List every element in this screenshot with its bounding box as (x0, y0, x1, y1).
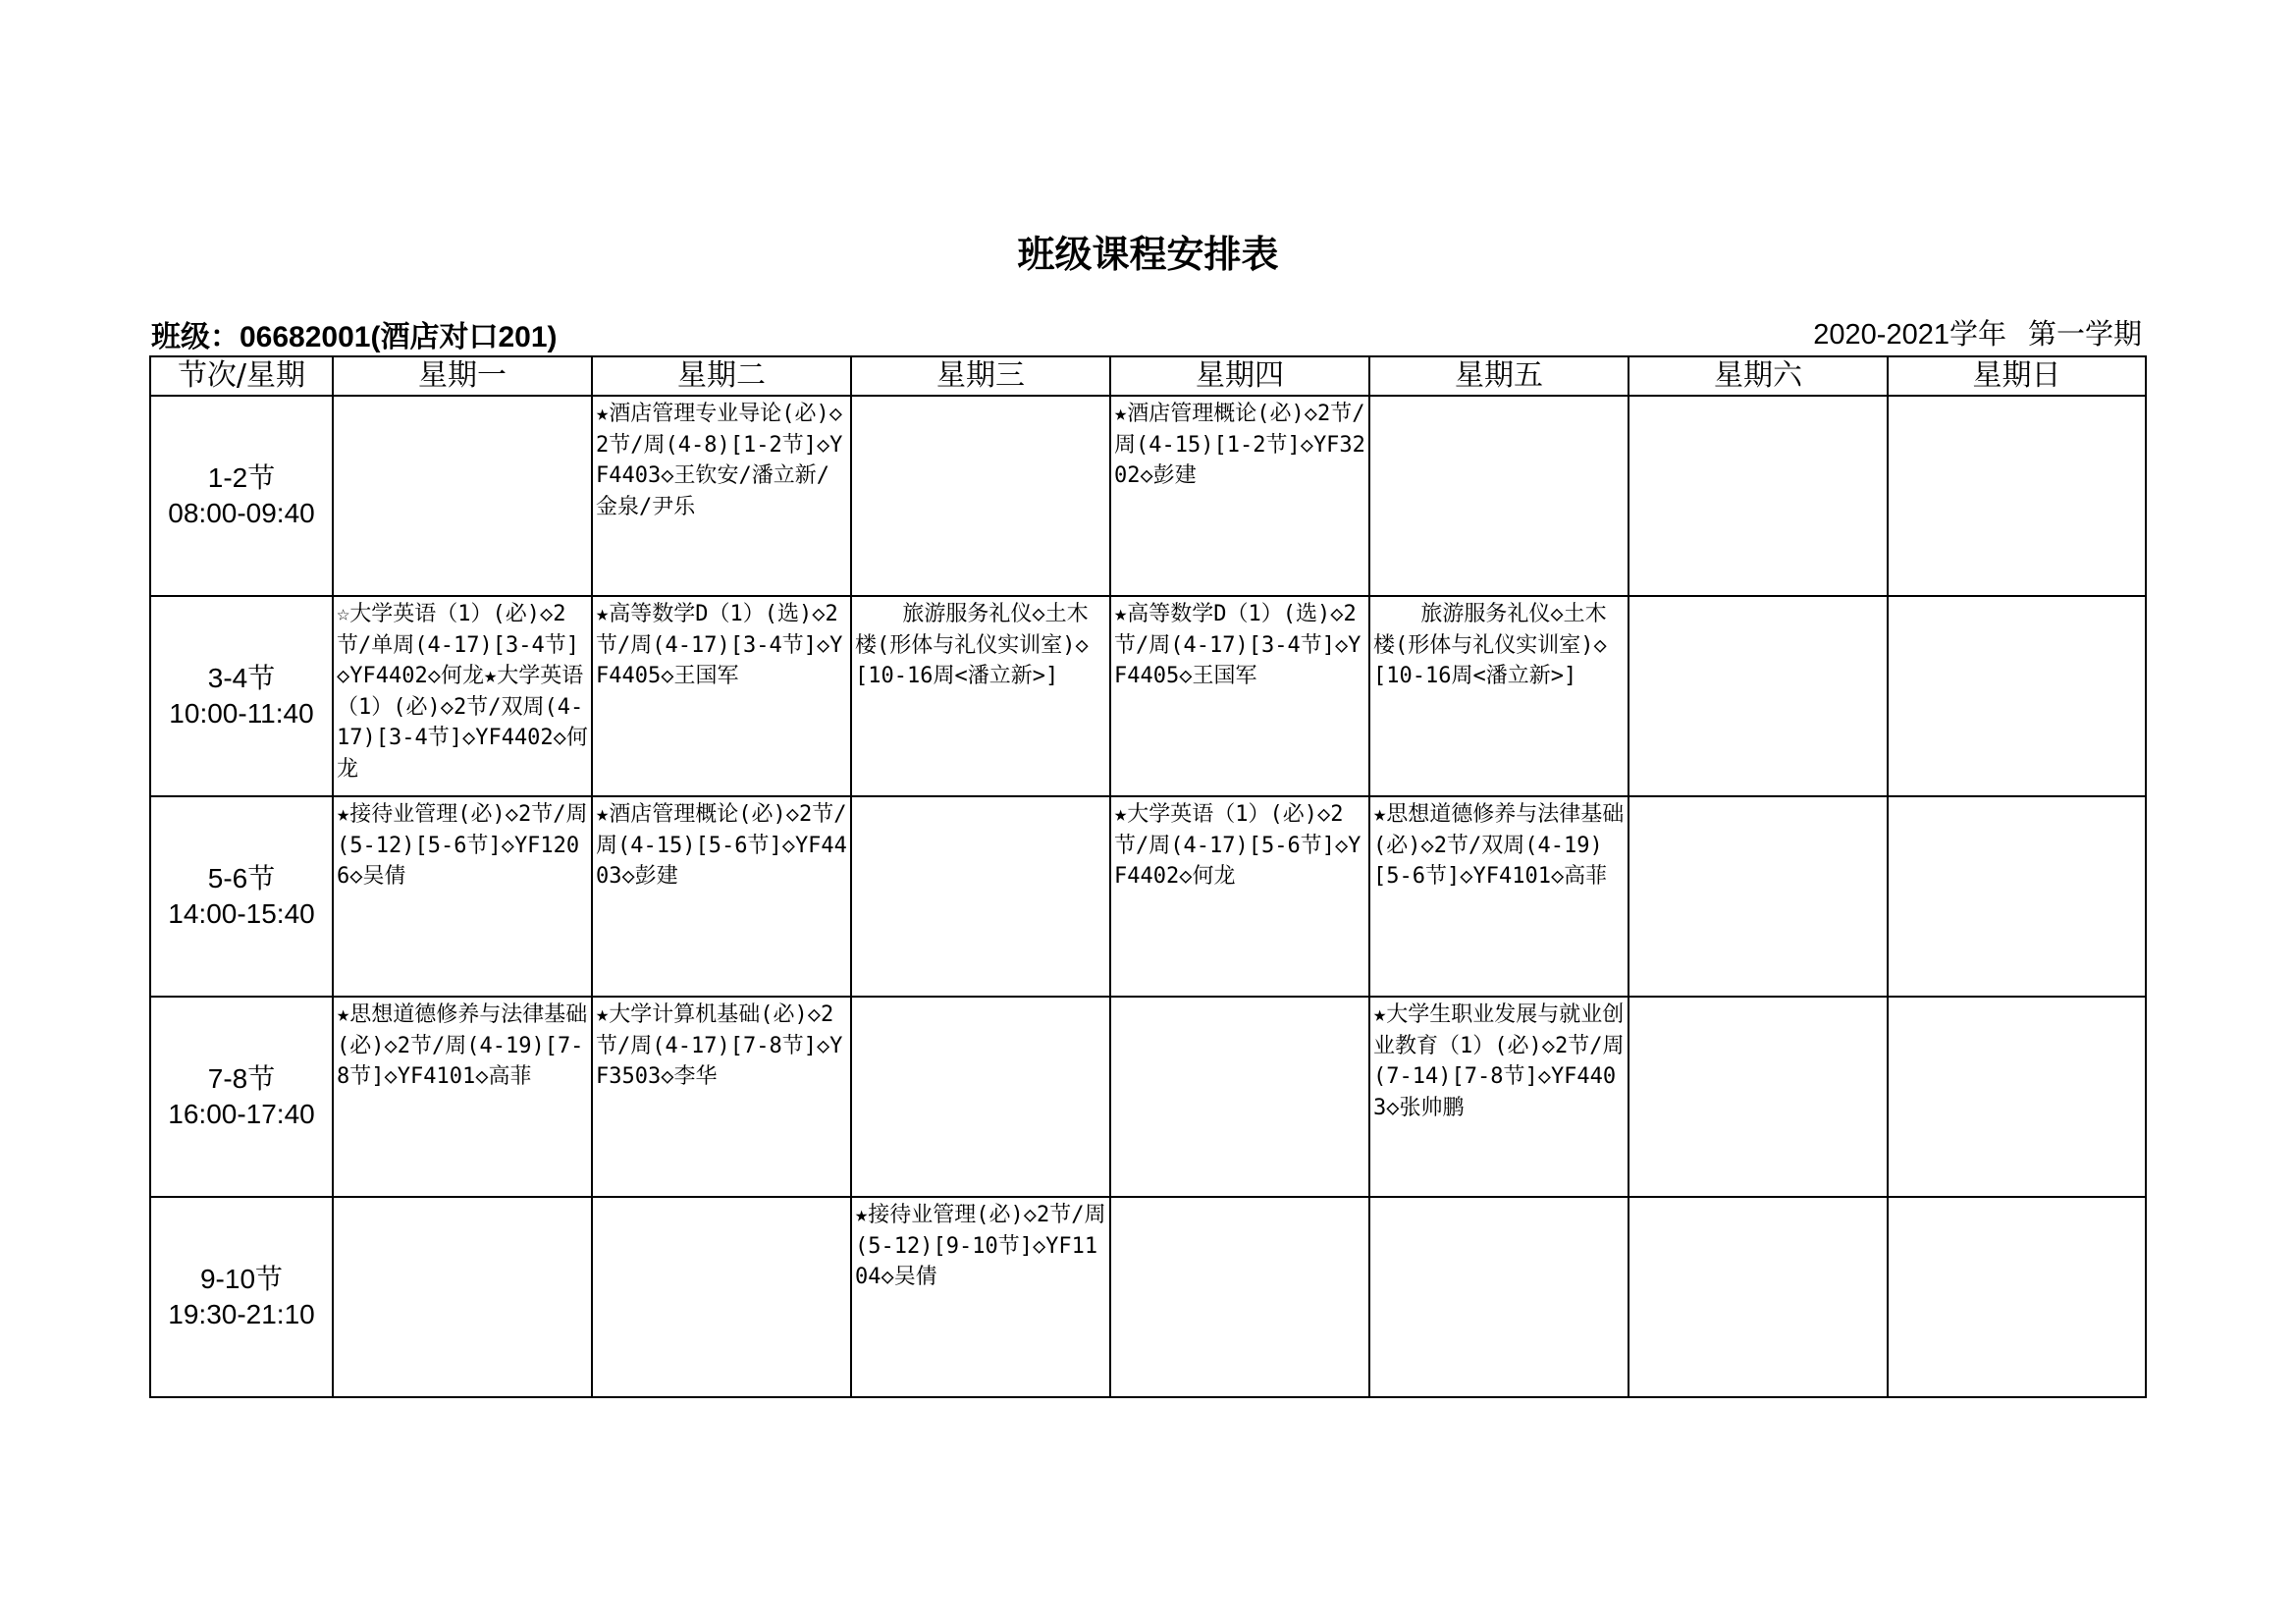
period-label: 7-8节 (207, 1063, 276, 1094)
page-title: 班级课程安排表 (1017, 233, 1279, 276)
header-thursday: 星期四 (1110, 356, 1369, 396)
term-info (1791, 312, 2142, 352)
period-time: 19:30-21:10 (168, 1299, 315, 1329)
period-label: 3-4节 (207, 663, 276, 693)
course-cell (1888, 396, 2146, 596)
header-saturday: 星期六 (1629, 356, 1888, 396)
course-cell: ★接待业管理(必)◇2节/周(5-12)[5-6节]◇YF1206◇吴倩 (333, 796, 592, 997)
period-time: 16:00-17:40 (168, 1099, 315, 1129)
period-time: 14:00-15:40 (168, 898, 315, 929)
course-cell (1888, 596, 2146, 796)
header-sunday: 星期日 (1888, 356, 2146, 396)
header-period: 节次/星期 (150, 356, 333, 396)
header-monday: 星期一 (333, 356, 592, 396)
course-cell (1110, 997, 1369, 1197)
course-cell: ★高等数学D（1）(选)◇2节/周(4-17)[3-4节]◇YF4405◇王国军 (592, 596, 851, 796)
course-cell: ★大学计算机基础(必)◇2节/周(4-17)[7-8节]◇YF3503◇李华 (592, 997, 851, 1197)
course-cell (592, 1197, 851, 1397)
table-row (150, 596, 2146, 796)
header-friday: 星期五 (1369, 356, 1629, 396)
course-cell: 旅游服务礼仪◇土木楼(形体与礼仪实训室)◇[10-16周<潘立新>] (1369, 596, 1629, 796)
table-row (150, 796, 2146, 997)
course-cell: ★酒店管理概论(必)◇2节/周(4-15)[5-6节]◇YF4403◇彭建 (592, 796, 851, 997)
header-tuesday: 星期二 (592, 356, 851, 396)
course-cell (1629, 796, 1888, 997)
header-row (150, 356, 2146, 396)
semester: 第一学期 (2027, 319, 2142, 351)
course-cell: ☆大学英语（1）(必)◇2节/单周(4-17)[3-4节]◇YF4402◇何龙★大学英语（1）(必)◇2节/双周(4-17)[3-4节]◇YF4402◇何龙 (333, 596, 592, 796)
course-cell: ★大学生职业发展与就业创业教育（1）(必)◇2节/周(7-14)[7-8节]◇YF4403◇张帅鹏 (1369, 997, 1629, 1197)
course-cell: ★高等数学D（1）(选)◇2节/周(4-17)[3-4节]◇YF4405◇王国军 (1110, 596, 1369, 796)
table-row (150, 1197, 2146, 1397)
period-cell (150, 596, 333, 796)
course-cell (1629, 396, 1888, 596)
period-cell (150, 1197, 333, 1397)
period-cell (150, 997, 333, 1197)
course-cell (333, 396, 592, 596)
course-cell (1369, 1197, 1629, 1397)
course-cell (1888, 1197, 2146, 1397)
table-row (150, 396, 2146, 596)
academic-year: 2020-2021学年 (1813, 319, 2006, 351)
course-cell (1369, 396, 1629, 596)
course-cell (1888, 796, 2146, 997)
course-cell: ★酒店管理专业导论(必)◇2节/周(4-8)[1-2节]◇YF4403◇王钦安/潘立新/金泉/尹乐 (592, 396, 851, 596)
course-cell (1888, 997, 2146, 1197)
course-cell (851, 396, 1110, 596)
course-cell: ★酒店管理概论(必)◇2节/周(4-15)[1-2节]◇YF3202◇彭建 (1110, 396, 1369, 596)
course-cell: ★思想道德修养与法律基础(必)◇2节/周(4-19)[7-8节]◇YF4101◇高菲 (333, 997, 592, 1197)
table-row (150, 997, 2146, 1197)
period-label: 5-6节 (207, 863, 276, 893)
header-wednesday: 星期三 (851, 356, 1110, 396)
schedule-table (149, 355, 2147, 1398)
course-cell (851, 997, 1110, 1197)
course-cell: ★思想道德修养与法律基础(必)◇2节/双周(4-19)[5-6节]◇YF4101◇高菲 (1369, 796, 1629, 997)
course-cell (1629, 596, 1888, 796)
period-label: 1-2节 (207, 462, 276, 493)
course-cell: ★接待业管理(必)◇2节/周(5-12)[9-10节]◇YF1104◇吴倩 (851, 1197, 1110, 1397)
period-label: 9-10节 (199, 1264, 284, 1294)
course-cell (1110, 1197, 1369, 1397)
period-cell (150, 796, 333, 997)
course-cell (1629, 997, 1888, 1197)
course-cell: ★大学英语（1）(必)◇2节/周(4-17)[5-6节]◇YF4402◇何龙 (1110, 796, 1369, 997)
course-cell (333, 1197, 592, 1397)
course-cell: 旅游服务礼仪◇土木楼(形体与礼仪实训室)◇[10-16周<潘立新>] (851, 596, 1110, 796)
class-label: 班级：06682001(酒店对口201) (151, 321, 558, 353)
period-time: 08:00-09:40 (168, 498, 315, 528)
course-cell (851, 796, 1110, 997)
period-time: 10:00-11:40 (169, 698, 314, 729)
period-cell (150, 396, 333, 596)
course-cell (1629, 1197, 1888, 1397)
